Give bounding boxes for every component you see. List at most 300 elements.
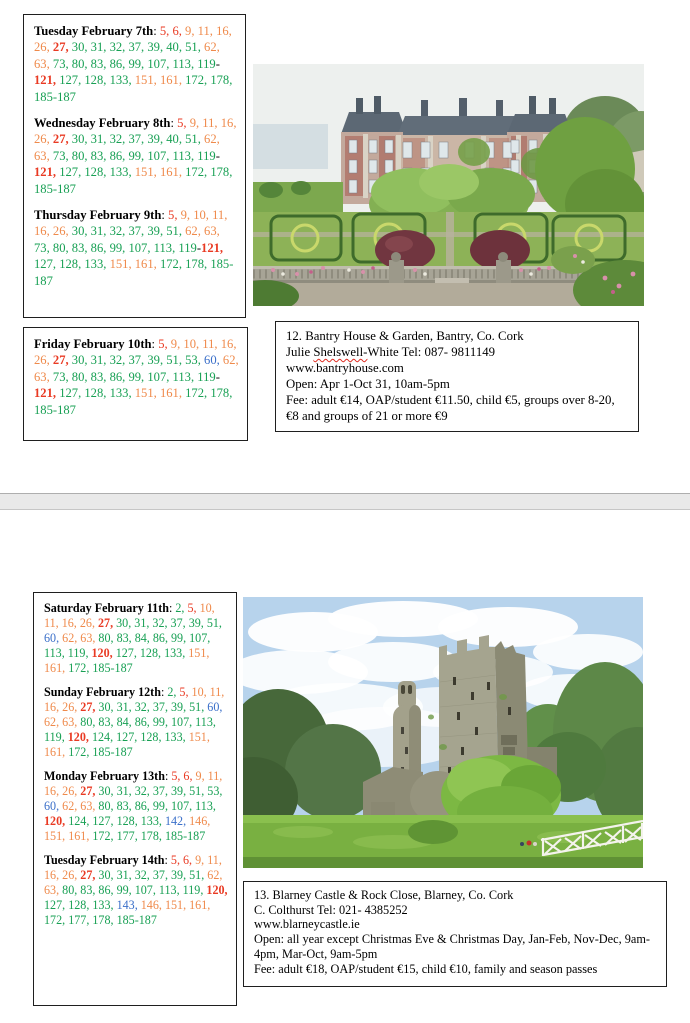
tour-number: 60, — [44, 799, 63, 813]
tour-number: 51, — [166, 224, 186, 239]
tour-number: 86, — [90, 240, 110, 255]
tour-number: 32, — [134, 700, 153, 714]
tour-number: 99, — [128, 56, 148, 71]
tour-number: 26, — [34, 40, 53, 55]
tour-number: 113, — [153, 240, 179, 255]
sea-glimpse — [253, 124, 328, 169]
tour-number: 99, — [109, 240, 129, 255]
tour-number: 10, — [183, 337, 203, 351]
tour-number: 31, — [116, 784, 135, 798]
tour-number: 6, — [183, 769, 196, 783]
tour-number: 172, — [185, 386, 211, 401]
bantry-house-garden-photo — [253, 64, 644, 306]
tour-number: 99, — [128, 148, 148, 163]
tour-number: 119, — [182, 883, 207, 897]
day-colon: : — [151, 337, 159, 351]
info-text: 12. Bantry House & Garden, Bantry, Co. Cork — [286, 329, 524, 343]
tour-number: 40, — [166, 132, 186, 147]
tour-number: 51, — [206, 616, 222, 630]
blarney-castle-info-box — [243, 881, 667, 987]
tour-number: 62, — [62, 631, 81, 645]
tour-number: 5, — [171, 769, 184, 783]
tour-number: 37, — [128, 132, 148, 147]
tour-number: 39, — [170, 700, 190, 714]
blarney-castle-illustration — [243, 597, 643, 868]
info-line — [286, 376, 628, 392]
tour-number: 80, — [71, 56, 91, 71]
tour-number: 128, — [139, 646, 165, 660]
tour-number: 161, — [159, 386, 186, 401]
tour-number: 30, — [71, 132, 91, 147]
tour-number: 151, — [188, 730, 210, 744]
tour-number: 151, — [109, 257, 135, 272]
dates-box-feb11-14 — [33, 592, 237, 1006]
tour-number: 119 — [197, 148, 216, 163]
tour-number: 27, — [80, 868, 99, 882]
tour-number: 5, — [168, 208, 181, 223]
tour-number: 16, — [44, 700, 63, 714]
bantry-house-illustration — [253, 64, 644, 306]
tour-number: 26, — [62, 784, 81, 798]
day-colon: : — [170, 116, 178, 131]
tour-number: 121, — [34, 73, 60, 88]
info-line — [254, 917, 656, 932]
tour-number: 99, — [128, 369, 148, 384]
tour-number: 133, — [164, 646, 189, 660]
tour-number: 30, — [71, 353, 91, 368]
tour-number: 86, — [134, 799, 153, 813]
tour-number: 37, — [152, 700, 171, 714]
tour-number: 124, — [91, 730, 117, 744]
info-text: C. Colthurst Tel: 021- 4385252 — [254, 902, 408, 917]
tour-number: 9, — [180, 208, 194, 223]
tour-number: 80, — [71, 369, 91, 384]
tour-number: 16, — [220, 116, 237, 131]
tour-number: 113, — [172, 56, 198, 71]
tour-number: 6, — [183, 853, 196, 867]
tour-number: 121, — [34, 386, 60, 401]
tour-number: 178, — [210, 386, 233, 401]
tour-number: 9, — [195, 853, 208, 867]
tour-number: 185-187 — [164, 829, 206, 843]
tour-number: 172, — [68, 661, 93, 675]
info-line — [254, 932, 656, 961]
tour-number: 127, — [116, 730, 141, 744]
tour-number: 63, — [34, 148, 53, 163]
tour-number: - — [215, 148, 220, 163]
tour-number: 107, — [189, 631, 211, 645]
tour-number: 37, — [152, 784, 171, 798]
info-text: Julie — [286, 345, 314, 359]
tour-number: 133, — [84, 257, 110, 272]
tour-number: 83, — [90, 369, 110, 384]
tour-number: 63, — [204, 224, 220, 239]
tour-number: 51, — [166, 353, 186, 368]
tour-number: 127, — [59, 73, 85, 88]
tour-number: 62, — [207, 868, 223, 882]
tour-number: 128, — [59, 257, 85, 272]
tour-number: 128, — [84, 386, 110, 401]
tour-number: 27, — [97, 616, 117, 630]
tour-number: 5, — [158, 337, 171, 351]
day-colon: : — [164, 853, 171, 867]
day-heading: Wednesday February 8th — [34, 116, 171, 131]
tour-number: 53, — [185, 353, 205, 368]
tour-number: 86, — [152, 631, 171, 645]
tour-number: 99, — [152, 715, 171, 729]
tour-number: - — [215, 369, 220, 384]
tour-number: 119 — [178, 240, 197, 255]
tour-number: 32, — [152, 616, 171, 630]
tour-number: 32, — [109, 40, 129, 55]
tour-number: 2, — [175, 601, 188, 615]
tour-number: 128, — [84, 165, 110, 180]
tour-number: 151, — [134, 386, 160, 401]
tour-number: 31, — [116, 868, 135, 882]
tour-number: 178, — [185, 257, 211, 272]
tour-number: - — [196, 240, 202, 255]
tour-number: 27, — [80, 700, 99, 714]
tour-number: 62, — [62, 799, 81, 813]
tour-number: 133, — [109, 386, 135, 401]
tour-number: 185-187 — [92, 661, 133, 675]
day-heading: Thursday February 9th — [34, 208, 162, 223]
day-entry — [34, 207, 237, 289]
tour-number: 27, — [52, 40, 72, 55]
tour-number: 27, — [80, 784, 99, 798]
tour-number: 161, — [134, 257, 160, 272]
info-line — [254, 888, 656, 903]
tour-number: 178, — [210, 73, 233, 88]
tour-number: 172, — [159, 257, 186, 272]
tour-number: 84, — [134, 631, 153, 645]
tour-number: 63, — [80, 631, 99, 645]
tour-number: 185-187 — [92, 745, 133, 759]
tour-number: 16, — [220, 337, 237, 351]
tour-number: 63, — [44, 883, 63, 897]
tour-number: 133, — [164, 730, 189, 744]
bantry-house-info-box — [275, 321, 639, 432]
info-text: 13. Blarney Castle & Rock Close, Blarney, Co. Cork — [254, 888, 514, 902]
tour-number: 83, — [90, 56, 110, 71]
tour-number: 73, — [34, 240, 53, 255]
info-line — [286, 328, 628, 344]
tour-number: 11, — [202, 116, 221, 131]
tour-number: 133, — [109, 165, 135, 180]
tour-number: 51, — [185, 132, 205, 147]
tour-number: 177, — [68, 913, 93, 927]
day-heading: Tuesday February 7th — [34, 24, 154, 38]
tour-number: 32, — [134, 784, 153, 798]
tour-number: 37, — [152, 868, 171, 882]
tour-number: 127, — [92, 814, 117, 828]
tour-number: 83, — [71, 240, 91, 255]
tour-number: 133, — [109, 73, 135, 88]
tour-number: 151, — [134, 73, 160, 88]
tour-number: 120, — [206, 883, 228, 897]
tour-number: 128, — [68, 898, 93, 912]
tour-number: 60, — [204, 353, 223, 368]
tour-number: 5, — [170, 853, 183, 867]
tour-number: 62, — [185, 224, 205, 239]
tour-number: 37, — [128, 353, 148, 368]
tour-number: 11, — [44, 616, 62, 630]
tour-number: 5, — [187, 601, 200, 615]
tour-number: 31, — [116, 700, 135, 714]
tour-number: 27, — [52, 132, 72, 147]
tour-number: 113, — [158, 883, 183, 897]
info-line — [286, 344, 628, 360]
day-heading: Sunday February 12th — [44, 685, 161, 699]
tour-number: 151, — [44, 829, 69, 843]
tour-number: 9, — [195, 769, 208, 783]
tour-number: 11, — [209, 685, 225, 699]
tour-number: 185-187 — [34, 257, 234, 288]
tour-number: 39, — [147, 40, 167, 55]
info-text: Open: Apr 1-Oct 31, 10am-5pm — [286, 377, 450, 391]
tour-number: 60, — [207, 700, 223, 714]
tour-number: 51, — [189, 868, 208, 882]
tour-number: 113, — [195, 799, 216, 813]
tour-number: 107, — [170, 799, 196, 813]
tour-number: 16, — [61, 616, 80, 630]
tour-number: 32, — [109, 353, 129, 368]
tour-number: 172, — [185, 73, 211, 88]
day-colon: : — [160, 685, 168, 699]
tour-number: 80, — [52, 240, 72, 255]
tour-number: 185-187 — [34, 181, 76, 196]
tour-number: 119, — [67, 646, 92, 660]
tour-number: 107, — [170, 715, 196, 729]
info-text: Open: all year except Christmas Eve & Christmas Day, Jan-Feb, Nov-Dec, 9am-4pm, Mar-Oct, 9am-5pm — [254, 932, 651, 961]
tour-number: 10, — [199, 601, 215, 615]
tour-number: 37, — [128, 40, 148, 55]
tour-number: 99, — [116, 883, 135, 897]
tour-number: 127, — [44, 898, 69, 912]
tour-number: 37, — [170, 616, 189, 630]
day-heading: Friday February 10th — [34, 337, 152, 351]
dates-box-feb10 — [23, 327, 248, 441]
tour-number: 39, — [188, 616, 207, 630]
tour-number: 39, — [147, 353, 167, 368]
tour-number: 62, — [222, 353, 239, 368]
tour-number: 39, — [170, 784, 190, 798]
tour-number: 10, — [191, 685, 210, 699]
tour-number: 107, — [147, 148, 173, 163]
tour-number: 11, — [207, 769, 223, 783]
tour-number: 73, — [52, 148, 72, 163]
tour-number: 31, — [134, 616, 153, 630]
tour-number: 16, — [216, 24, 232, 38]
tour-number: 80, — [98, 799, 117, 813]
tour-number: 27, — [52, 353, 72, 368]
tour-number: 26, — [62, 700, 81, 714]
tour-number: 107, — [128, 240, 154, 255]
tour-number: 161, — [189, 898, 211, 912]
tour-number: 63, — [80, 799, 99, 813]
tour-number: 107, — [147, 369, 173, 384]
tour-number: 143, — [116, 898, 141, 912]
tour-number: 161, — [44, 661, 69, 675]
day-heading: Monday February 13th — [44, 769, 165, 783]
tour-number: 39, — [147, 132, 167, 147]
tour-number: 62, — [204, 132, 220, 147]
tour-number: 151, — [134, 165, 160, 180]
tour-number: 80, — [98, 631, 117, 645]
tour-number: 5, — [159, 24, 173, 38]
tour-number: 11, — [207, 853, 222, 867]
tour-number: 119 — [197, 56, 216, 71]
tour-number: 80, — [80, 715, 99, 729]
tour-number: 172, — [44, 913, 69, 927]
tour-number: 30, — [116, 616, 135, 630]
tour-number: 30, — [98, 784, 117, 798]
tour-number: 60, — [44, 631, 63, 645]
tour-number: 107, — [134, 883, 159, 897]
tour-number: 26, — [34, 353, 53, 368]
tour-number: 128, — [140, 730, 165, 744]
tour-number: 11, — [197, 24, 217, 38]
tour-number: 161, — [159, 165, 186, 180]
tour-number: 31, — [90, 353, 110, 368]
tour-number: 84, — [116, 715, 135, 729]
tour-number: 63, — [62, 715, 81, 729]
tour-number: 113, — [195, 715, 216, 729]
info-line — [286, 392, 628, 424]
tour-number: 172, — [92, 829, 117, 843]
tour-number: 127, — [34, 257, 60, 272]
tour-number: 121, — [34, 165, 60, 180]
tour-number: 113, — [172, 148, 198, 163]
tour-number: 146, — [140, 898, 165, 912]
tour-number: 31, — [90, 132, 110, 147]
tour-number: 86, — [98, 883, 117, 897]
day-entry — [44, 853, 228, 928]
tour-number: 83, — [80, 883, 99, 897]
info-text: Fee: adult €18, OAP/student €15, child €10, family and season passes — [254, 961, 598, 976]
tour-number: 30, — [71, 40, 91, 55]
tour-number: 128, — [116, 814, 141, 828]
tour-number: 9, — [170, 337, 184, 351]
tour-number: 53, — [207, 784, 223, 798]
day-colon: : — [168, 601, 176, 615]
day-heading: Saturday February 11th — [44, 601, 169, 615]
tour-number: 151, — [164, 898, 190, 912]
tour-number: 83, — [116, 799, 135, 813]
info-line — [286, 360, 628, 376]
tour-number: 10, — [193, 208, 213, 223]
day-colon: : — [164, 769, 172, 783]
page-break-divider — [0, 493, 690, 510]
tour-number: 63, — [34, 369, 53, 384]
info-text: www.bantryhouse.com — [286, 361, 404, 375]
info-line — [254, 962, 656, 977]
tour-number: 30, — [71, 224, 91, 239]
day-entry — [34, 336, 239, 418]
tour-number: 83, — [116, 631, 135, 645]
tour-number: 32, — [109, 224, 129, 239]
dates-box-feb7-9 — [23, 14, 246, 318]
tour-number: 86, — [109, 369, 129, 384]
tour-number: 127, — [59, 386, 85, 401]
tour-number: 172, — [185, 165, 211, 180]
tour-number: 121, — [201, 240, 224, 255]
tour-number: 9, — [189, 116, 203, 131]
tour-number: 99, — [152, 799, 171, 813]
tour-number: 133, — [92, 898, 117, 912]
tour-number: 30, — [98, 868, 117, 882]
tour-number: 5, — [177, 116, 190, 131]
tour-number: 86, — [109, 148, 129, 163]
info-text: Fee: adult €14, OAP/student €11.50, child €5, groups over 8-20, €8 and groups of 21 or more €9 — [286, 393, 615, 423]
tour-number: 99, — [170, 631, 190, 645]
tour-number: 119, — [44, 730, 68, 744]
info-text: White Tel: 087- 9811149 — [367, 345, 496, 359]
spellcheck-squiggle-text: Shelswell- — [313, 345, 368, 359]
tour-number: 26, — [34, 132, 53, 147]
tour-number: 120, — [91, 646, 116, 660]
tour-number: 26, — [62, 868, 81, 882]
day-entry — [44, 685, 228, 760]
tour-number: 120, — [44, 814, 69, 828]
tour-number: 83, — [90, 148, 110, 163]
day-entry — [34, 23, 237, 105]
blarney-castle-photo — [243, 597, 643, 868]
tour-number: 30, — [98, 700, 117, 714]
tour-number: 124, — [68, 814, 93, 828]
tour-number: 161, — [44, 745, 69, 759]
tour-number: 51, — [189, 700, 208, 714]
tour-number: 39, — [147, 224, 167, 239]
tour-number: 113, — [44, 646, 68, 660]
tour-number: 151, — [188, 646, 210, 660]
tour-number: 113, — [172, 369, 198, 384]
tour-number: 107, — [147, 56, 173, 71]
tour-number: 178, — [140, 829, 165, 843]
tour-number: 133, — [140, 814, 165, 828]
tour-number: 37, — [128, 224, 148, 239]
tour-number: 26, — [52, 224, 72, 239]
tour-number: 73, — [52, 56, 72, 71]
tour-number: 31, — [90, 40, 110, 55]
day-entry — [34, 115, 237, 197]
tour-number: 127, — [115, 646, 140, 660]
tour-number: 63, — [34, 56, 53, 71]
tour-number: 73, — [52, 369, 72, 384]
tour-number: 62, — [44, 715, 63, 729]
tour-number: 161, — [159, 73, 186, 88]
tour-number: 2, — [167, 685, 180, 699]
tour-number: 185-187 — [116, 913, 157, 927]
tour-number: 5, — [179, 685, 192, 699]
tour-number: 178, — [92, 913, 117, 927]
tour-number: 62, — [204, 40, 220, 55]
tour-number: 39, — [170, 868, 190, 882]
tour-number: 32, — [134, 868, 153, 882]
tour-number: 31, — [90, 224, 110, 239]
tour-number: 185-187 — [34, 89, 76, 104]
tour-number: 86, — [109, 56, 129, 71]
tour-number: 16, — [44, 868, 63, 882]
tour-number: 128, — [84, 73, 110, 88]
tour-number: 161, — [68, 829, 93, 843]
day-entry — [44, 601, 228, 676]
tour-number: 32, — [109, 132, 129, 147]
tour-number: 83, — [98, 715, 117, 729]
tour-number: 9, — [185, 24, 198, 38]
tour-number: 120, — [67, 730, 92, 744]
info-line — [254, 903, 656, 918]
